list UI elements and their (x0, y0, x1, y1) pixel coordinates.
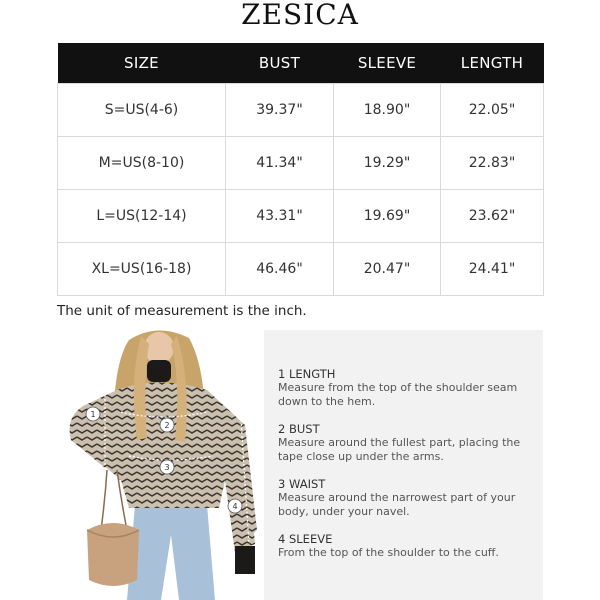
marker-1-label: 1 (90, 410, 96, 419)
brand-logo: ZESICA (241, 0, 359, 31)
guide-length-text: Measure from the top of the shoulder seam down to the hem. (278, 381, 518, 408)
cell-bust: 39.37" (226, 84, 334, 137)
cell-size: S=US(4-6) (58, 84, 226, 137)
model-illustration (57, 330, 263, 600)
cell-sleeve: 18.90" (334, 84, 441, 137)
header-length: LENGTH (441, 43, 544, 84)
cell-sleeve: 19.69" (334, 190, 441, 243)
cell-bust: 41.34" (226, 137, 334, 190)
cell-length: 22.05" (441, 84, 544, 137)
marker-2-label: 2 (164, 421, 170, 430)
guide-sleeve (278, 532, 540, 560)
cell-bust: 46.46" (226, 243, 334, 296)
header-sleeve: SLEEVE (334, 43, 441, 84)
header-bust: BUST (226, 43, 334, 84)
marker-3 (160, 460, 174, 474)
size-chart-table (57, 43, 544, 296)
marker-2 (160, 418, 174, 432)
table-row (58, 190, 544, 243)
guide-length (278, 367, 540, 409)
cell-sleeve: 20.47" (334, 243, 441, 296)
cell-length: 23.62" (441, 190, 544, 243)
guide-bust-title: 2 BUST (278, 422, 320, 436)
cell-bust: 43.31" (226, 190, 334, 243)
measurement-guide-panel (264, 330, 543, 600)
guide-sleeve-title: 4 SLEEVE (278, 532, 333, 546)
cell-size: L=US(12-14) (58, 190, 226, 243)
table-row (58, 137, 544, 190)
guide-waist-text: Measure around the narrowest part of your body, under your navel. (278, 491, 516, 518)
cell-sleeve: 19.29" (334, 137, 441, 190)
marker-3-label: 3 (164, 463, 170, 472)
marker-1 (86, 407, 100, 421)
guide-sleeve-text: From the top of the shoulder to the cuff. (278, 546, 499, 559)
guide-bust (278, 422, 540, 464)
table-row (58, 84, 544, 137)
cell-length: 24.41" (441, 243, 544, 296)
cell-size: M=US(8-10) (58, 137, 226, 190)
model-photo (57, 330, 263, 600)
cell-size: XL=US(16-18) (58, 243, 226, 296)
table-row (58, 243, 544, 296)
header-size: SIZE (58, 43, 226, 84)
marker-4-label: 4 (232, 502, 238, 511)
marker-4 (228, 499, 242, 513)
guide-bust-text: Measure around the fullest part, placing the tape close up under the arms. (278, 436, 521, 463)
guide-waist (278, 477, 540, 519)
cell-length: 22.83" (441, 137, 544, 190)
guide-waist-title: 3 WAIST (278, 477, 326, 491)
unit-note: The unit of measurement is the inch. (57, 303, 307, 319)
table-header-row (58, 43, 544, 84)
guide-length-title: 1 LENGTH (278, 367, 336, 381)
